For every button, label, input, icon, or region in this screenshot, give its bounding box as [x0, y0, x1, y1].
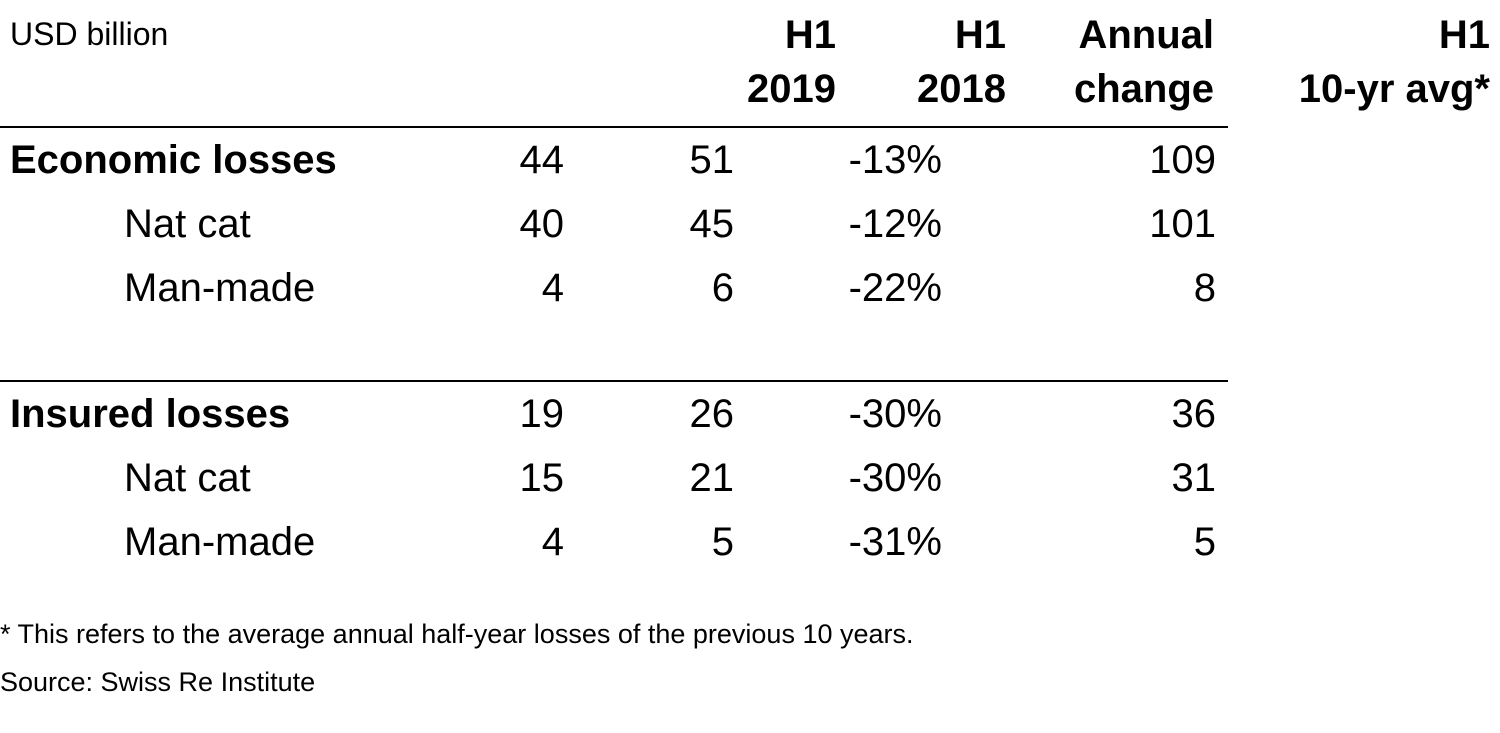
- cell-annual-change: -30%: [848, 456, 942, 500]
- cell-h1-2019: 44: [519, 138, 564, 182]
- footnote: * This refers to the average annual half-year losses of the previous 10 years.: [0, 619, 914, 649]
- row-label: Economic losses: [10, 138, 337, 182]
- col-header-line2: 10-yr avg*: [1298, 67, 1490, 111]
- cell-h1-2019: 4: [541, 266, 564, 310]
- cell-h1-2019: 15: [519, 456, 564, 500]
- unit-label: USD billion: [10, 16, 169, 52]
- cell-10yr-avg: 36: [1171, 392, 1216, 436]
- row-label: Insured losses: [10, 392, 291, 436]
- col-header-line1: H1: [954, 13, 1006, 57]
- table-row: [0, 192, 1228, 256]
- cell-h1-2019: 19: [519, 392, 564, 436]
- cell-10yr-avg: 109: [1149, 138, 1216, 182]
- cell-h1-2018: 51: [689, 138, 734, 182]
- col-header-annual-change: [1074, 8, 1214, 116]
- table-row: [0, 446, 1228, 510]
- col-header-line1: H1: [1438, 13, 1490, 57]
- col-header-10yr-avg: [1299, 8, 1490, 116]
- row-label: Man-made: [124, 520, 316, 564]
- cell-10yr-avg: 101: [1149, 202, 1216, 246]
- cell-h1-2018: 21: [689, 456, 734, 500]
- cell-10yr-avg: 8: [1193, 266, 1216, 310]
- row-label: Nat cat: [124, 202, 251, 246]
- cell-annual-change: -31%: [848, 520, 942, 564]
- col-header-line2: 2018: [917, 67, 1006, 111]
- cell-h1-2018: 5: [711, 520, 734, 564]
- cell-h1-2019: 4: [541, 520, 564, 564]
- cell-h1-2018: 6: [711, 266, 734, 310]
- cell-annual-change: -30%: [848, 392, 942, 436]
- row-label: Man-made: [124, 266, 316, 310]
- table-row: [0, 128, 1228, 192]
- cell-annual-change: -13%: [848, 138, 942, 182]
- cell-h1-2019: 40: [519, 202, 564, 246]
- table-row: [0, 510, 1228, 574]
- col-header-line2: 2019: [747, 67, 836, 111]
- col-header-h1-2019: [747, 8, 836, 116]
- col-header-line1: Annual: [1078, 13, 1214, 57]
- table-row: [0, 256, 1228, 320]
- cell-h1-2018: 26: [689, 392, 734, 436]
- table-row: [0, 382, 1228, 446]
- col-header-h1-2018: [917, 8, 1006, 116]
- cell-annual-change: -22%: [848, 266, 942, 310]
- source-note: Source: Swiss Re Institute: [0, 667, 316, 697]
- cell-10yr-avg: 5: [1193, 520, 1216, 564]
- cell-10yr-avg: 31: [1171, 456, 1216, 500]
- cell-h1-2018: 45: [689, 202, 734, 246]
- row-label: Nat cat: [124, 456, 251, 500]
- col-header-line2: change: [1073, 67, 1214, 111]
- col-header-line1: H1: [784, 13, 836, 57]
- cell-annual-change: -12%: [848, 202, 942, 246]
